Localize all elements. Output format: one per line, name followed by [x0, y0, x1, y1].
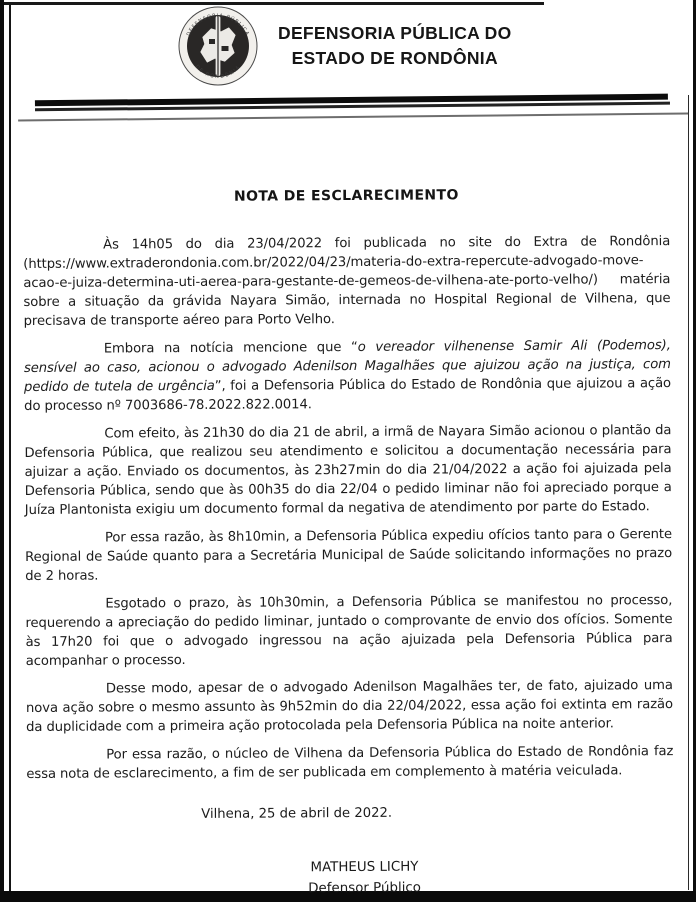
body-text: Desse modo, apesar de o advogado Adenilson Magalhães ter, de fato, ajuizado uma nova ação sobre o mesmo assunto às 9h52min do dia 22/04/2022, essa ação foi extinta em razão da duplicidade com a primeira ação protocolada pela Defensoria Pública na noite anterior.: [25, 678, 674, 735]
body-text: Com efeito, às 21h30 do dia 21 de abril, a irmã de Nayara Simão acionou o plantão da Defensoria Pública, que realizou seu atendimento e solicitou a documentação necessária para ajuizar a ação. Enviado os documentos, às 23h27min do dia 21/04/2022 a ação foi ajuizada pela Defensoria Pública, sendo que às 00h35 do dia 22/04 o pedido liminar não foi apreciado porque a Juíza Plantonista exigiu um documento formal da negativa de atendimento por parte do Estado.: [24, 423, 672, 519]
body-text: Embora na notícia mencione que “: [103, 339, 358, 357]
org-name-line2: ESTADO DE RONDÔNIA: [291, 48, 498, 68]
paragraph: [24, 336, 671, 416]
quoted-italic-text: o vereador vilhenense Samir Ali (Podemos), sensível ao caso, acionou o advogado Adenilson Magalhães que ajuizou ação na justiça, com pedido de tutela de urgência: [23, 338, 671, 396]
body-text: ”, foi a Defensoria Pública do Estado de Rondônia que ajuizou a ação do processo nº 7003686-78.2022.822.0014.: [24, 376, 672, 415]
signature-block: [27, 855, 674, 901]
separator-rule-thin: [18, 112, 688, 121]
frame-top: [4, 2, 544, 5]
document-title: NOTA DE ESCLARECIMENTO: [233, 187, 459, 205]
seal-ring-bottom-text: DE RONDÔNIA: [193, 63, 243, 81]
frame-left-inner: [9, 3, 11, 891]
paragraph: [25, 525, 672, 586]
org-name: [278, 21, 511, 71]
state-seal-icon: [178, 6, 258, 86]
paragraph: [26, 676, 673, 737]
frame-right-inner: [688, 95, 690, 890]
body-text: Por essa razão, às 8h10min, a Defensoria Pública expediu ofícios tanto para o Gerente Regional de Saúde quanto para a Secretária Municipal de Saúde solicitando informações no prazo de 2 horas.: [25, 527, 673, 584]
signature-role: Defensor Público: [308, 880, 422, 897]
document-body: [23, 186, 674, 901]
signature-name: MATHEUS LICHY: [310, 859, 419, 876]
frame-left-outer: [0, 0, 4, 902]
body-text: Esgotado o prazo, às 10h30min, a Defensoria Pública se manifestou no processo, requerendo a apreciação do pedido liminar, juntado o comprovante de envio dos ofícios. Somente às 17h20 foi que o advogado ingressou na ação ajuizada pela Defensoria Pública para acompanhar o processo.: [25, 593, 673, 669]
body-text: Às 14h05 do dia 23/04/2022 foi publicada no site do Extra de Rondônia (https://www.extraderondonia.com.br/2022/04/23/materia-do-extra-repercute-advogado-move-acao-e-juiza-determina-uti-aerea-para-gestante-de-gemeos-de-vilhena-ate-porto-velho/) matéria sobre a situação da grávida Nayara Simão, internada no Hospital Regional de Vilhena, que precisava de transporte aéreo para Porto Velho.: [23, 234, 671, 330]
body-text: Por essa razão, o núcleo de Vilhena da Defensoria Pública do Estado de Rondônia faz essa nota de esclarecimento, a fim de ser publicada em complemento à matéria veiculada.: [26, 744, 674, 782]
org-name-line1: DEFENSORIA PÚBLICA DO: [278, 23, 512, 43]
dateline: Vilhena, 25 de abril de 2022.: [201, 805, 393, 822]
letterhead: [178, 6, 511, 86]
paragraph: [24, 421, 672, 520]
document-paragraphs: [23, 232, 673, 784]
seal-ring-top-text: DEFENSORIA PÚBLICA: [185, 12, 251, 38]
paragraph: [26, 742, 673, 784]
paragraph: [23, 232, 671, 331]
letterhead-separator: [0, 93, 696, 121]
paragraph: [25, 591, 672, 671]
